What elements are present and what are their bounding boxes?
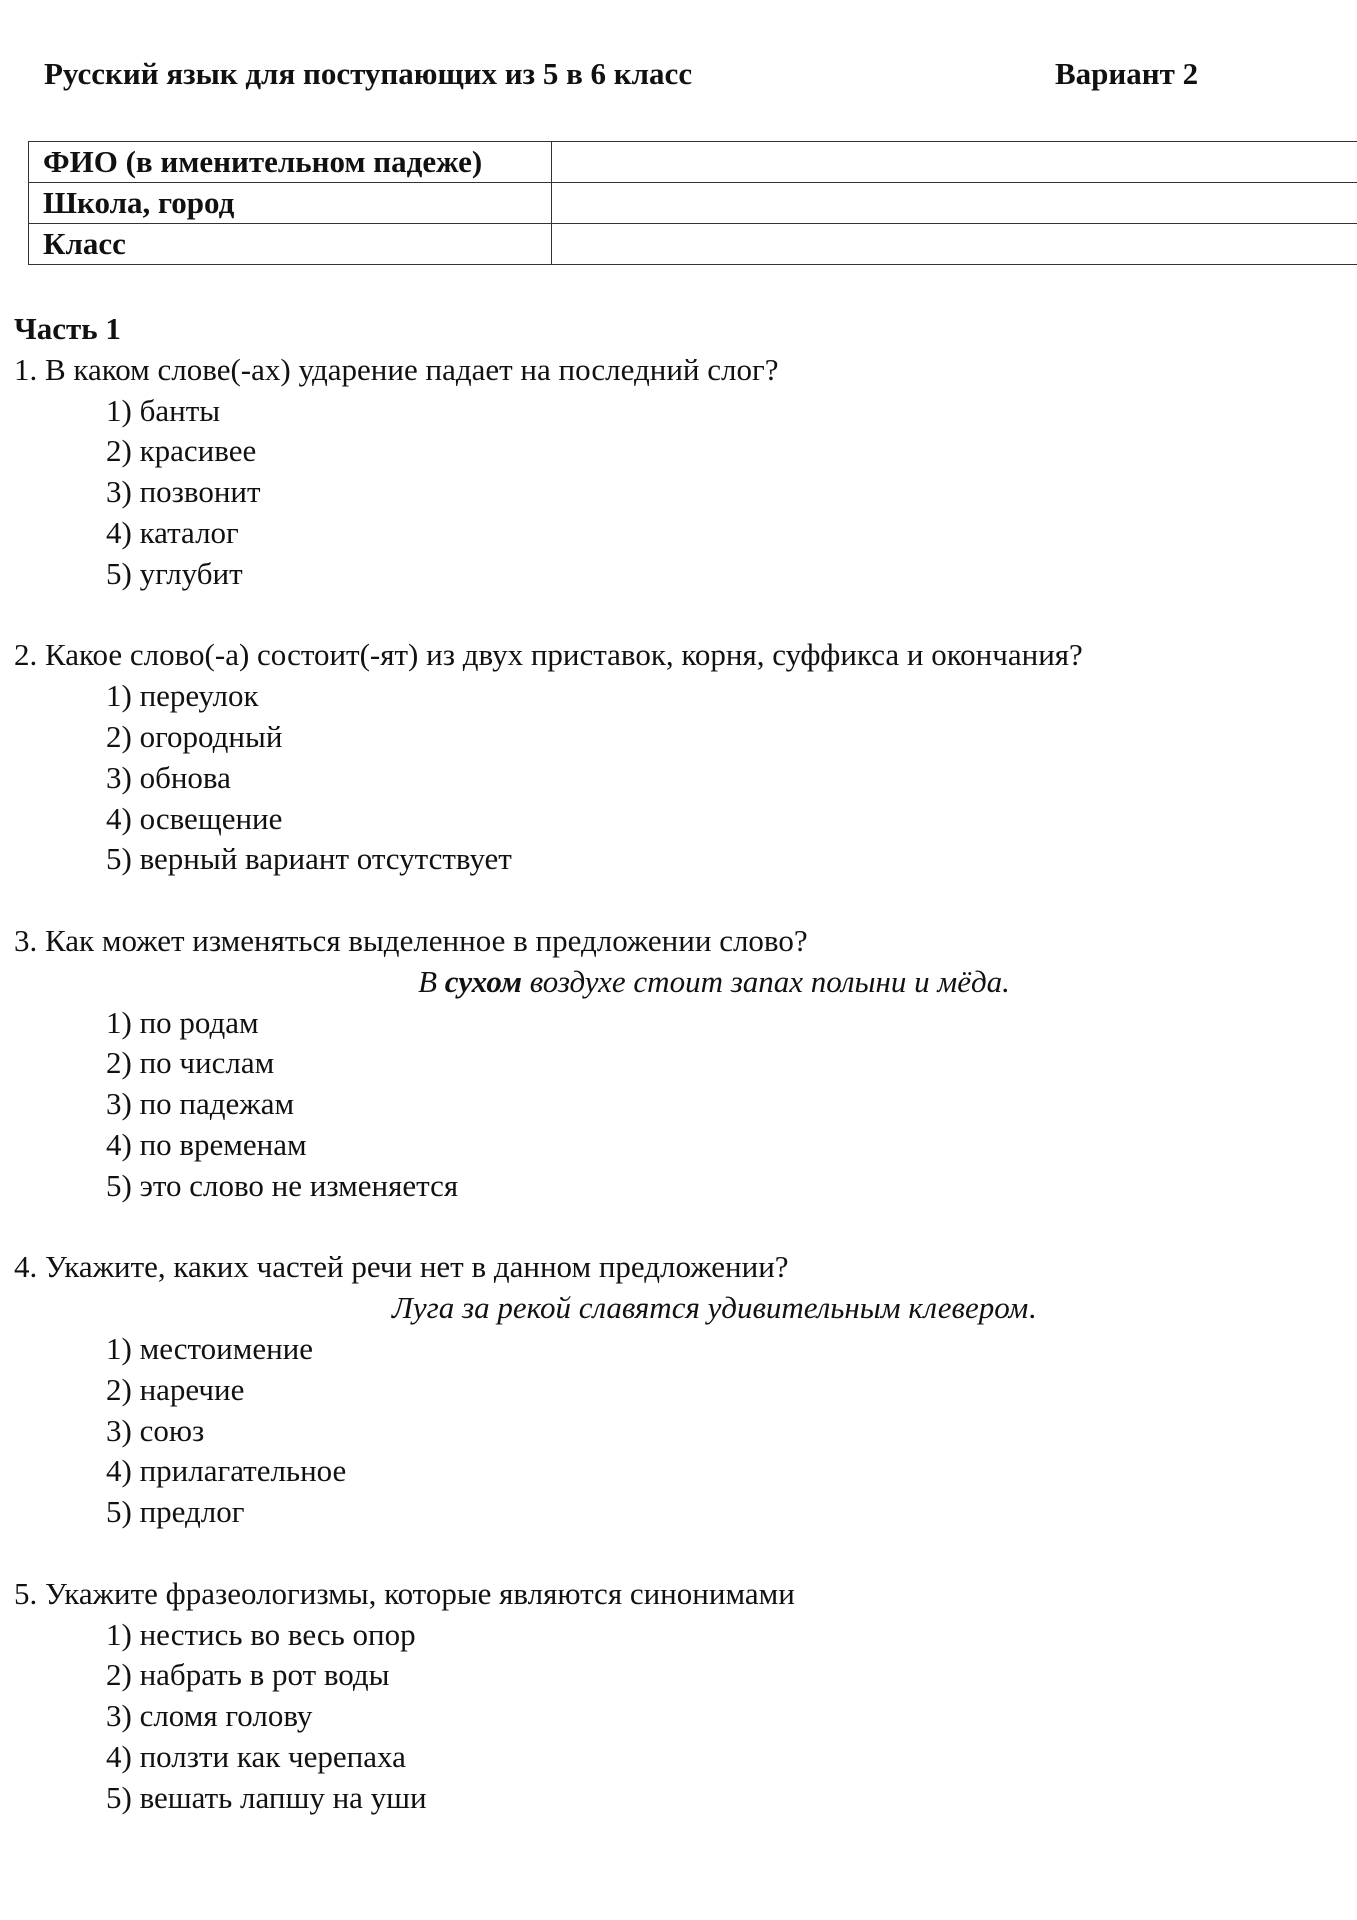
info-row-name	[29, 142, 1357, 183]
info-label-name: ФИО (в именительном падеже)	[29, 142, 552, 183]
answer-option: 2) набрать в рот воды	[106, 1657, 390, 1693]
example-highlighted-word: сухом	[444, 963, 522, 999]
answer-option: 1) по родам	[106, 1004, 259, 1040]
answer-option: 1) банты	[106, 392, 221, 428]
answer-option: 2) наречие	[106, 1371, 245, 1407]
answer-option: 5) это слово не изменяется	[106, 1167, 459, 1203]
answer-option: 4) прилагательное	[106, 1453, 347, 1489]
answer-option: 3) союз	[106, 1412, 205, 1448]
answer-option: 2) красивее	[106, 433, 257, 469]
info-value-class[interactable]	[552, 224, 1357, 265]
answer-option: 2) огородный	[106, 718, 283, 754]
answer-option: 5) углубит	[106, 555, 243, 591]
question-4	[14, 1247, 1344, 1533]
variant-label: Вариант 2	[1055, 56, 1199, 91]
document-title: Русский язык для поступающих из 5 в 6 класс	[44, 56, 693, 91]
answer-option: 3) обнова	[106, 759, 231, 795]
info-value-school[interactable]	[552, 183, 1357, 224]
answer-option: 1) местоимение	[106, 1330, 314, 1366]
info-row-class	[29, 224, 1357, 265]
answer-option: 3) сломя голову	[106, 1698, 313, 1734]
answer-option: 5) предлог	[106, 1494, 245, 1530]
answer-option: 3) позвонит	[106, 474, 261, 510]
example-text-after: .	[1028, 1290, 1037, 1326]
answer-option: 4) каталог	[106, 514, 239, 550]
question-text: 4. Укажите, каких частей речи нет в данном предложении?	[14, 1249, 789, 1285]
example-sentence	[14, 962, 1344, 1003]
answer-option: 5) верный вариант отсутствует	[106, 841, 512, 877]
answer-option: 2) по числам	[106, 1045, 275, 1081]
question-text: 3. Как может изменяться выделенное в предложении слово?	[14, 922, 808, 958]
test-content	[14, 309, 1344, 1859]
document-header	[44, 56, 1357, 100]
info-value-name[interactable]	[552, 142, 1357, 183]
info-row-school	[29, 183, 1357, 224]
question-text: 2. Какое слово(-а) состоит(-ят) из двух приставок, корня, суффикса и окончания?	[14, 637, 1083, 673]
part-title: Часть 1	[14, 311, 121, 346]
answer-option: 4) ползти как черепаха	[106, 1738, 406, 1774]
answer-option: 3) по падежам	[106, 1086, 295, 1122]
question-1	[14, 350, 1344, 595]
answer-option: 5) вешать лапшу на уши	[106, 1779, 427, 1815]
answer-option: 1) переулок	[106, 678, 259, 714]
question-text: 5. Укажите фразеологизмы, которые являются синонимами	[14, 1575, 795, 1611]
example-text-before: Луга за рекой славятся удивительным клевером	[391, 1290, 1029, 1326]
example-text-before: В	[418, 963, 445, 999]
student-info-table	[28, 141, 1357, 265]
example-sentence	[14, 1288, 1344, 1329]
answer-option: 4) освещение	[106, 800, 283, 836]
question-5	[14, 1574, 1344, 1819]
question-3	[14, 921, 1344, 1207]
answer-option: 1) нестись во весь опор	[106, 1616, 416, 1652]
answer-option: 4) по временам	[106, 1126, 307, 1162]
info-label-school: Школа, город	[29, 183, 552, 224]
question-text: 1. В каком слове(-ах) ударение падает на последний слог?	[14, 351, 779, 387]
info-label-class: Класс	[29, 224, 552, 265]
question-2	[14, 635, 1344, 880]
example-text-after: воздухе стоит запах полыни и мёда.	[521, 963, 1010, 999]
